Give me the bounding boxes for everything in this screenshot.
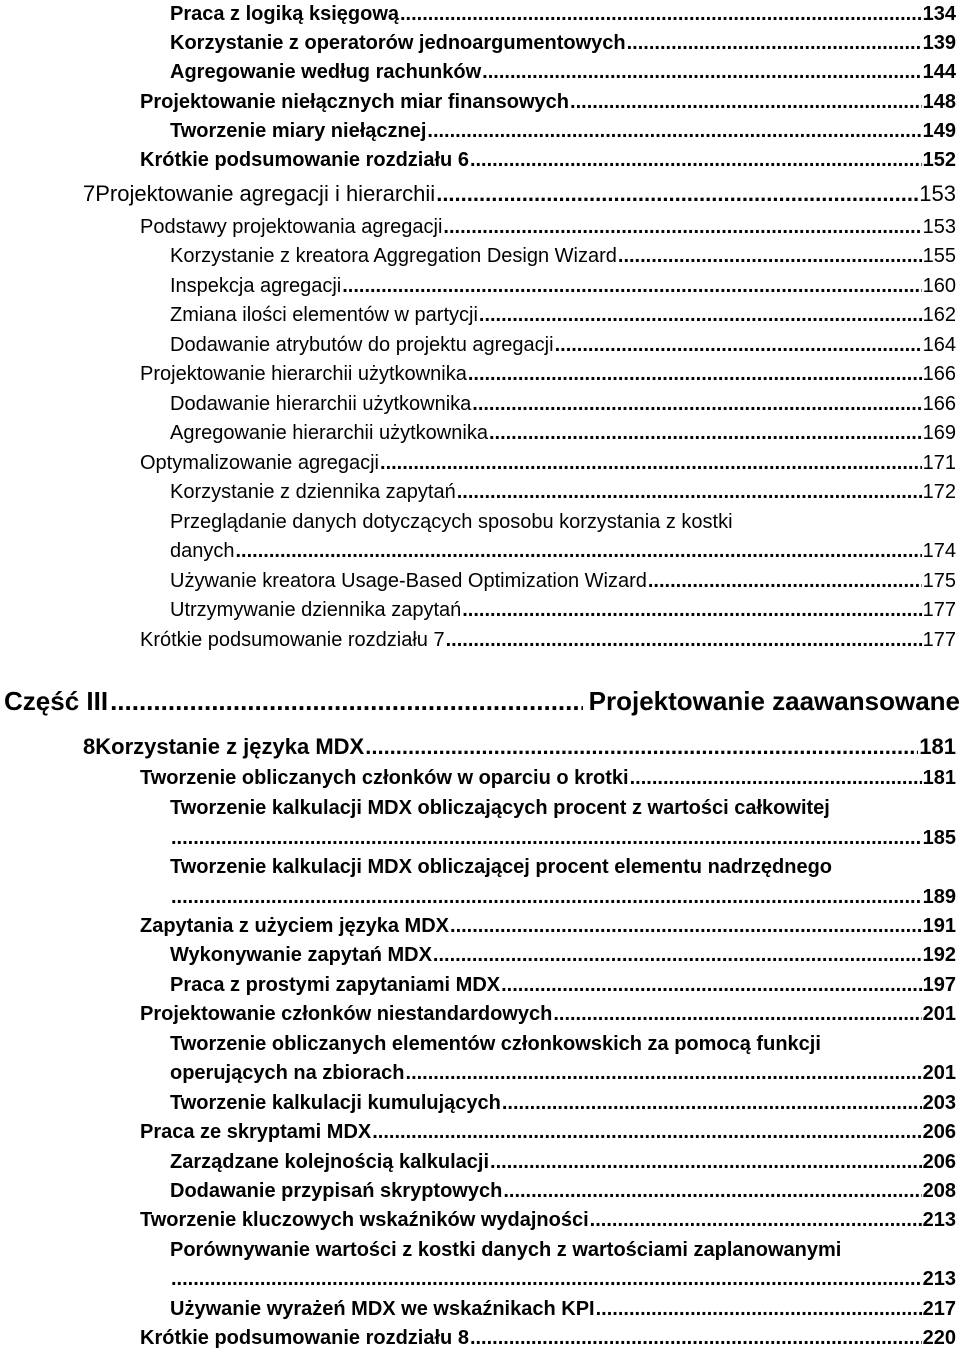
toc-entry[interactable] — [170, 826, 956, 850]
dot-leader — [555, 333, 922, 357]
dot-leader — [468, 362, 922, 386]
entry-title-line1: Tworzenie kalkulacji MDX obliczającej procent elementu nadrzędnego — [170, 856, 833, 878]
page-number: 175 — [922, 570, 956, 592]
part-header[interactable] — [4, 686, 960, 716]
page-number: 181 — [922, 767, 956, 789]
toc-entry[interactable] — [140, 1002, 956, 1026]
toc-entry[interactable] — [140, 148, 956, 172]
entry-title-line1: Przeglądanie danych dotyczących sposobu korzystania z kostki — [170, 511, 733, 533]
entry-title: Agregowanie hierarchii użytkownika — [170, 422, 488, 444]
entry-title: Utrzymywanie dziennika zapytań — [170, 599, 462, 621]
entry-title: Korzystanie z kreatora Aggregation Design Wizard — [170, 245, 617, 267]
dot-leader — [450, 914, 922, 938]
entry-title: Używanie kreatora Usage-Based Optimization Wizard — [170, 570, 647, 592]
toc-entry[interactable] — [170, 421, 956, 445]
chapter-number: 8 — [83, 734, 96, 759]
page-number: 148 — [922, 91, 956, 113]
entry-title: Dodawanie hierarchii użytkownika — [170, 393, 472, 415]
page-number: 203 — [922, 1092, 956, 1114]
dot-leader — [502, 1091, 922, 1115]
dot-leader — [501, 973, 922, 997]
toc-entry[interactable] — [170, 60, 956, 84]
entry-title-line1: Porównywanie wartości z kostki danych z wartościami zaplanowanymi — [170, 1239, 842, 1261]
toc-entry[interactable] — [140, 451, 956, 475]
part-label: Część III — [4, 686, 109, 716]
dot-leader — [596, 1297, 922, 1321]
dot-leader — [630, 766, 922, 790]
toc-entry[interactable] — [170, 598, 956, 622]
toc-entry[interactable] — [170, 119, 956, 143]
toc-entry[interactable] — [170, 1091, 956, 1115]
page-number: 206 — [922, 1151, 956, 1173]
page-number: 171 — [922, 452, 956, 474]
entry-title: Korzystanie z dziennika zapytań — [170, 481, 456, 503]
entry-title: Dodawanie przypisań skryptowych — [170, 1180, 503, 1202]
page-number: 217 — [922, 1298, 956, 1320]
page-number: 169 — [922, 422, 956, 444]
toc-entry[interactable] — [170, 2, 956, 26]
toc-entry[interactable] — [170, 1179, 956, 1203]
dot-leader — [433, 943, 922, 967]
page-number: 172 — [922, 481, 956, 503]
entry-title: Tworzenie kluczowych wskaźników wydajności — [140, 1209, 589, 1231]
dot-leader — [342, 274, 921, 298]
entry-title: Używanie wyrażeń MDX we wskaźnikach KPI — [170, 1298, 595, 1320]
dot-leader — [618, 244, 922, 268]
dot-leader — [400, 2, 922, 26]
toc-entry[interactable] — [170, 539, 956, 563]
page-number: 162 — [922, 304, 956, 326]
dot-leader — [472, 392, 921, 416]
entry-title: Krótkie podsumowanie rozdziału 6 — [140, 149, 469, 171]
page-number: 153 — [922, 216, 956, 238]
entry-title: Dodawanie atrybutów do projektu agregacji — [170, 334, 554, 356]
dot-leader — [443, 215, 921, 239]
toc-entry[interactable] — [170, 569, 956, 593]
page-number: 166 — [922, 393, 956, 415]
toc-entry[interactable] — [170, 480, 956, 504]
toc-entry[interactable] — [170, 1297, 956, 1321]
toc-entry[interactable] — [140, 1208, 956, 1232]
entry-title: Optymalizowanie agregacji — [140, 452, 380, 474]
toc-entry[interactable] — [140, 90, 956, 114]
dot-leader — [479, 303, 922, 327]
toc-entry[interactable] — [170, 274, 956, 298]
chapter-title: Korzystanie z języka MDX — [95, 734, 365, 759]
entry-title-line1: Tworzenie kalkulacji MDX obliczających procent z wartości całkowitej — [170, 797, 830, 819]
page-number: 144 — [922, 61, 956, 83]
dot-leader — [489, 421, 922, 445]
entry-title: Projektowanie niełącznych miar finansowych — [140, 91, 570, 113]
entry-title: Projektowanie hierarchii użytkownika — [140, 363, 467, 385]
entry-title: Projektowanie członków niestandardowych — [140, 1003, 553, 1025]
toc-entry[interactable] — [140, 362, 956, 386]
toc-entry[interactable] — [170, 244, 956, 268]
chapter-title: Projektowanie agregacji i hierarchii — [95, 181, 436, 206]
page-number: 185 — [922, 827, 956, 849]
dot-leader — [446, 628, 922, 652]
dot-leader — [590, 1208, 922, 1232]
toc-entry[interactable] — [140, 628, 956, 652]
page-number: 152 — [922, 149, 956, 171]
entry-title: operujących na zbiorach — [170, 1062, 405, 1084]
entry-title: Tworzenie kalkulacji kumulujących — [170, 1092, 501, 1114]
toc-entry[interactable] — [170, 31, 956, 55]
toc-entry[interactable] — [170, 1150, 956, 1174]
dot-leader — [457, 480, 922, 504]
entry-title: Krótkie podsumowanie rozdziału 8 — [140, 1327, 469, 1349]
page-number: 177 — [922, 599, 956, 621]
page-number: 164 — [922, 334, 956, 356]
page-number: 189 — [922, 886, 956, 908]
dot-leader — [503, 1179, 921, 1203]
dot-leader — [372, 1120, 921, 1144]
page-number: 153 — [919, 181, 956, 206]
dot-leader — [470, 148, 922, 172]
page-number: 201 — [922, 1062, 956, 1084]
entry-title: Zapytania z użyciem języka MDX — [140, 915, 450, 937]
toc-entry[interactable] — [170, 885, 956, 909]
entry-title: Zmiana ilości elementów w partycji — [170, 304, 478, 326]
page-number: 192 — [922, 944, 956, 966]
entry-title: Tworzenie obliczanych członków w oparciu o krotki — [140, 767, 629, 789]
dot-leader — [627, 31, 922, 55]
entry-title: Inspekcja agregacji — [170, 275, 342, 297]
toc-entry[interactable] — [140, 1326, 956, 1350]
toc-entry[interactable] — [170, 973, 956, 997]
toc-entry[interactable] — [170, 1267, 956, 1291]
part-title: Projektowanie zaawansowane — [588, 686, 960, 716]
entry-title: Praca z logiką księgową — [170, 3, 399, 25]
toc-entry[interactable] — [170, 1061, 956, 1085]
dot-leader — [570, 90, 922, 114]
page-number: 139 — [922, 32, 956, 54]
entry-title: Zarządzane kolejnością kalkulacji — [170, 1151, 490, 1173]
entry-title: Praca z prostymi zapytaniami MDX — [170, 974, 501, 996]
page-number: 160 — [922, 275, 956, 297]
chapter-entry[interactable] — [83, 735, 956, 759]
entry-title-line1: Tworzenie obliczanych elementów członkowskich za pomocą funkcji — [170, 1033, 821, 1055]
dot-leader — [553, 1002, 921, 1026]
page-number: 177 — [922, 629, 956, 651]
dot-leader — [470, 1326, 922, 1350]
dot-leader — [406, 1061, 922, 1085]
toc-entry[interactable] — [140, 914, 956, 938]
entry-title: Podstawy projektowania agregacji — [140, 216, 443, 238]
page-number: 213 — [922, 1209, 956, 1231]
entry-title: Korzystanie z operatorów jednoargumentowych — [170, 32, 626, 54]
toc-entry[interactable] — [170, 943, 956, 967]
dot-leader — [490, 1150, 922, 1174]
entry-title: Krótkie podsumowanie rozdziału 7 — [140, 629, 445, 651]
dot-leader — [436, 182, 918, 206]
dot-leader — [171, 826, 922, 850]
dot-leader — [427, 119, 921, 143]
toc-entry[interactable] — [170, 333, 956, 357]
entry-title: danych — [170, 540, 235, 562]
page-number: 213 — [922, 1268, 956, 1290]
toc-entry[interactable] — [140, 215, 956, 239]
entry-title: Wykonywanie zapytań MDX — [170, 944, 432, 966]
dot-leader — [482, 60, 921, 84]
entry-title: Tworzenie miary niełącznej — [170, 120, 427, 142]
chapter-number: 7 — [83, 181, 96, 206]
page-number: 134 — [922, 3, 956, 25]
dot-leader — [462, 598, 921, 622]
entry-title: Praca ze skryptami MDX — [140, 1121, 372, 1143]
dot-leader — [380, 451, 922, 475]
page-number: 201 — [922, 1003, 956, 1025]
toc-entry[interactable] — [140, 1120, 956, 1144]
page-number: 191 — [922, 915, 956, 937]
page-number: 149 — [922, 120, 956, 142]
toc-entry[interactable] — [170, 392, 956, 416]
entry-title: Agregowanie według rachunków — [170, 61, 482, 83]
chapter-entry[interactable] — [83, 182, 956, 206]
page-number: 174 — [922, 540, 956, 562]
page-number: 155 — [922, 245, 956, 267]
page-number: 181 — [919, 734, 956, 759]
dot-leader — [171, 885, 922, 909]
toc-entry[interactable] — [170, 303, 956, 327]
dot-leader — [648, 569, 922, 593]
dot-leader — [171, 1267, 922, 1291]
dot-leader — [365, 735, 918, 759]
dot-leader — [236, 539, 922, 563]
page-number: 206 — [922, 1121, 956, 1143]
page-number: 166 — [922, 363, 956, 385]
dot-leader — [110, 686, 583, 716]
toc-entry[interactable] — [140, 766, 956, 790]
page-number: 208 — [922, 1180, 956, 1202]
page-number: 197 — [922, 974, 956, 996]
page-number: 220 — [922, 1327, 956, 1349]
